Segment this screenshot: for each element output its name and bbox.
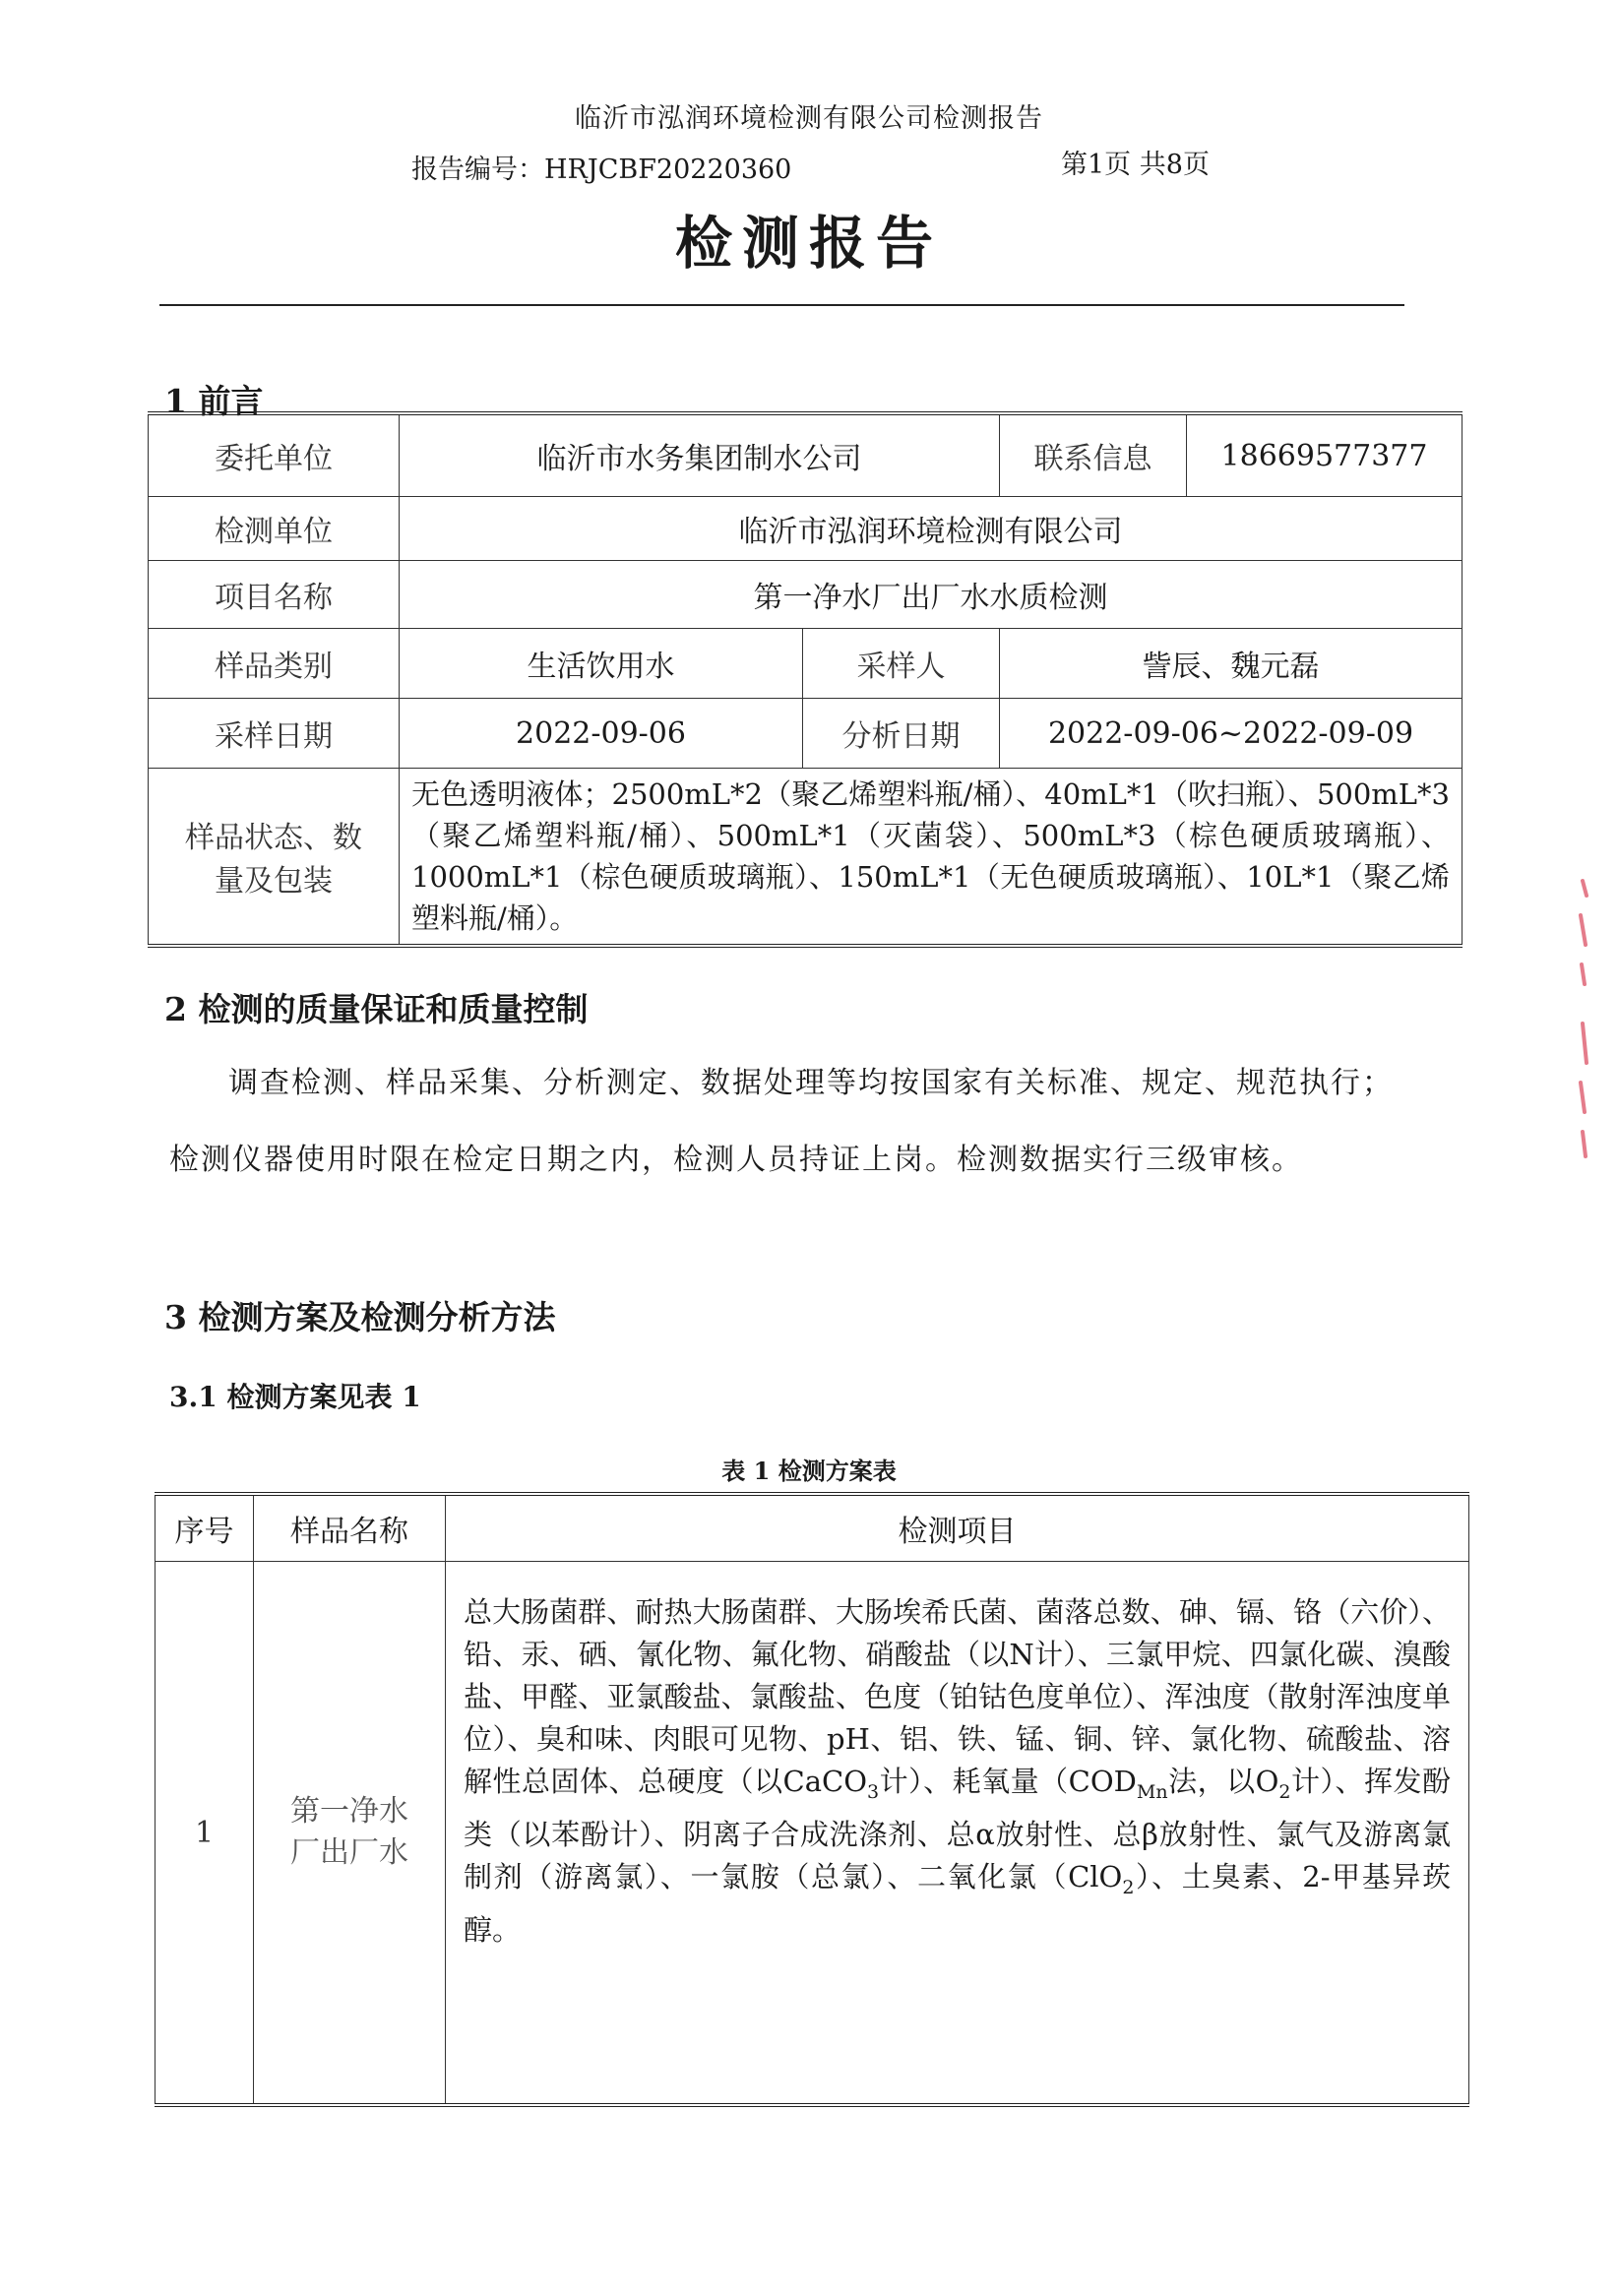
section-2-heading: 2 检测的质量保证和质量控制 [164, 990, 589, 1028]
sample-state-value: 无色透明液体；2500mL*2（聚乙烯塑料瓶/桶）、40mL*1（吹扫瓶）、500mL*3（聚乙烯塑料瓶/桶）、500mL*1（灭菌袋）、500mL*3（棕色硬质玻璃瓶）、1000mL*1（棕色硬质玻璃瓶）、150mL*1（无色硬质玻璃瓶）、10L*1（聚乙烯塑料瓶/桶）。 [400, 769, 1462, 947]
project-value: 第一净水厂出厂水水质检测 [400, 561, 1462, 629]
items-sub-2b: 2 [1122, 1876, 1135, 1898]
lab-label: 检测单位 [149, 497, 400, 561]
company-report-header: 临沂市泓润环境检测有限公司检测报告 [575, 103, 1043, 134]
sample-state-label-line2: 量及包装 [215, 864, 333, 899]
report-number: 报告编号：HRJCBF20220360 [411, 155, 792, 185]
section-3-1-heading: 3.1 检测方案见表 1 [169, 1381, 421, 1413]
sample-type-label: 样品类别 [149, 629, 400, 699]
lab-value: 临沂市泓润环境检测有限公司 [400, 497, 1462, 561]
items-sub-3: 3 [867, 1780, 880, 1803]
header-sample-name: 样品名称 [254, 1494, 446, 1562]
items-sub-2a: 2 [1278, 1780, 1291, 1803]
analysis-date-label: 分析日期 [803, 699, 1000, 769]
sample-date-value: 2022-09-06 [400, 699, 803, 769]
sample-type-value: 生活饮用水 [400, 629, 803, 699]
section-3-heading: 3 检测方案及检测分析方法 [164, 1298, 556, 1336]
sample-name-line2: 厂出厂水 [290, 1835, 408, 1870]
document-title: 检测报告 [674, 210, 943, 277]
quality-control-paragraph: 调查检测、样品采集、分析测定、数据处理等均按国家有关标准、规定、规范执行；检测仪器使用时限在检定日期之内，检测人员持证上岗。检测数据实行三级审核。 [169, 1066, 1394, 1177]
title-divider [159, 304, 1404, 306]
header-test-items: 检测项目 [446, 1494, 1469, 1562]
items-text-2: 计）、耗氧量（COD [879, 1765, 1137, 1798]
items-text-3: 法，以O [1167, 1765, 1279, 1798]
items-text-5: ）、土臭素、2-甲基异莰醇。 [464, 1859, 1451, 1947]
sampler-label: 采样人 [803, 629, 1000, 699]
row-seq: 1 [156, 1562, 254, 2106]
analysis-date-value: 2022-09-06~2022-09-09 [1000, 699, 1462, 769]
row-sample-name [254, 1562, 446, 2106]
sampler-value: 訾辰、魏元磊 [1000, 629, 1462, 699]
seal-edge-mark [1573, 876, 1594, 1161]
items-sub-mn: Mn [1136, 1780, 1168, 1803]
project-label: 项目名称 [149, 561, 400, 629]
items-text-4: 计）、挥发酚类（以苯酚计）、阴离子合成洗涤剂、总α放射性、总β放射性、氯气及游离氯制剂（游离氯）、一氯胺（总氯）、二氧化氯（ClO [464, 1765, 1451, 1893]
row-test-items [446, 1562, 1469, 2106]
sample-state-label [149, 769, 400, 947]
page-number: 第1页 共8页 [1061, 150, 1210, 180]
sample-date-label: 采样日期 [149, 699, 400, 769]
section-1-heading: 1 前言 [164, 382, 264, 420]
client-value: 临沂市水务集团制水公司 [400, 413, 1000, 497]
contact-value: 18669577377 [1187, 413, 1462, 497]
table-row [156, 1562, 1469, 2106]
contact-label: 联系信息 [1000, 413, 1187, 497]
info-table [148, 411, 1462, 948]
sample-state-label-line1: 样品状态、数 [185, 821, 362, 855]
table-1-caption: 表 1 检测方案表 [721, 1457, 897, 1485]
header-seq: 序号 [156, 1494, 254, 1562]
detection-plan-table [155, 1492, 1469, 2107]
client-label: 委托单位 [149, 413, 400, 497]
items-text-1: 总大肠菌群、耐热大肠菌群、大肠埃希氏菌、菌落总数、砷、镉、铬（六价）、铅、汞、硒、氰化物、氟化物、硝酸盐（以N计）、三氯甲烷、四氯化碳、溴酸盐、甲醛、亚氯酸盐、氯酸盐、色度（铂钴色度单位）、浑浊度（散射浑浊度单位）、臭和味、肉眼可见物、pH、铝、铁、锰、铜、锌、氯化物、硫酸盐、溶解性总固体、总硬度（以CaCO [464, 1595, 1451, 1798]
sample-name-line1: 第一净水 [290, 1794, 408, 1829]
